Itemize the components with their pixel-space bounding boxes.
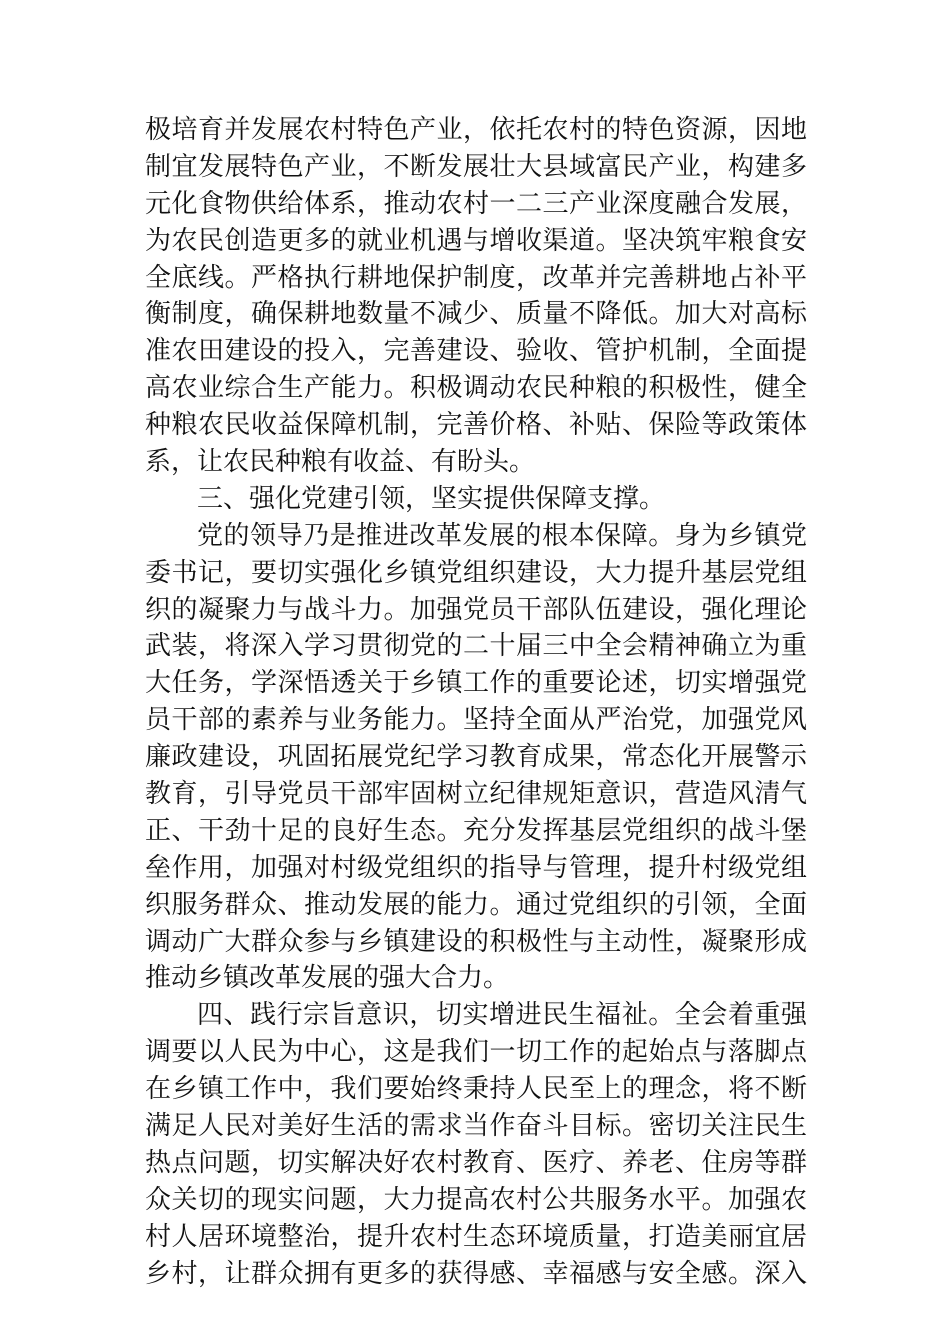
- text-line: 高农业综合生产能力。积极调动农民种粮的积极性，健全: [145, 373, 807, 404]
- text-line: 种粮农民收益保障机制，完善价格、补贴、保险等政策体: [145, 410, 807, 441]
- text-line: 调要以人民为中心，这是我们一切工作的起始点与落脚点: [145, 1037, 807, 1068]
- text-line: 众关切的现实问题，大力提高农村公共服务水平。加强农: [145, 1184, 807, 1215]
- text-line: 村人居环境整治，提升农村生态环境质量，打造美丽宜居: [145, 1221, 807, 1252]
- text-line: 武装，将深入学习贯彻党的二十届三中全会精神确立为重: [145, 631, 807, 662]
- text-line: 员干部的素养与业务能力。坚持全面从严治党，加强党风: [145, 705, 807, 736]
- text-line: 满足人民对美好生活的需求当作奋斗目标。密切关注民生: [145, 1111, 807, 1142]
- text-line: 准农田建设的投入，完善建设、验收、管护机制，全面提: [145, 336, 807, 367]
- text-line: 在乡镇工作中，我们要始终秉持人民至上的理念，将不断: [145, 1074, 807, 1105]
- text-line: 衡制度，确保耕地数量不减少、质量不降低。加大对高标: [145, 299, 807, 330]
- text-line: 推动乡镇改革发展的强大合力。: [145, 963, 510, 994]
- text-line: 正、干劲十足的良好生态。充分发挥基层党组织的战斗堡: [145, 815, 807, 846]
- text-line: 委书记，要切实强化乡镇党组织建设，大力提升基层党组: [145, 557, 807, 588]
- text-line: 热点问题，切实解决好农村教育、医疗、养老、住房等群: [145, 1147, 807, 1178]
- text-line: 元化食物供给体系，推动农村一二三产业深度融合发展，: [145, 188, 807, 219]
- text-line: 教育，引导党员干部牢固树立纪律规矩意识，营造风清气: [145, 779, 807, 810]
- text-line: 系，让农民种粮有收益、有盼头。: [145, 447, 536, 478]
- text-line: 极培育并发展农村特色产业，依托农村的特色资源，因地: [145, 115, 807, 145]
- text-line: 制宜发展特色产业，不断发展壮大县域富民产业，构建多: [145, 151, 807, 182]
- text-line: 全底线。严格执行耕地保护制度，改革并完善耕地占补平: [145, 262, 807, 293]
- text-line: 三、强化党建引领，坚实提供保障支撑。: [197, 483, 666, 514]
- text-line: 大任务，学深悟透关于乡镇工作的重要论述，切实增强党: [145, 668, 807, 699]
- text-line: 垒作用，加强对村级党组织的指导与管理，提升村级党组: [145, 852, 807, 883]
- document-page: [145, 112, 807, 1293]
- text-line: 织的凝聚力与战斗力。加强党员干部队伍建设，强化理论: [145, 594, 807, 625]
- text-line: 乡村，让群众拥有更多的获得感、幸福感与安全感。深入: [145, 1258, 807, 1289]
- document-body-text: [145, 112, 807, 1293]
- text-line: 织服务群众、推动发展的能力。通过党组织的引领，全面: [145, 889, 807, 920]
- text-line: 为农民创造更多的就业机遇与增收渠道。坚决筑牢粮食安: [145, 225, 807, 256]
- text-line: 党的领导乃是推进改革发展的根本保障。身为乡镇党: [197, 520, 807, 551]
- text-line: 四、践行宗旨意识，切实增进民生福祉。全会着重强: [197, 1000, 807, 1031]
- text-line: 廉政建设，巩固拓展党纪学习教育成果，常态化开展警示: [145, 742, 807, 773]
- text-line: 调动广大群众参与乡镇建设的积极性与主动性，凝聚形成: [145, 926, 807, 957]
